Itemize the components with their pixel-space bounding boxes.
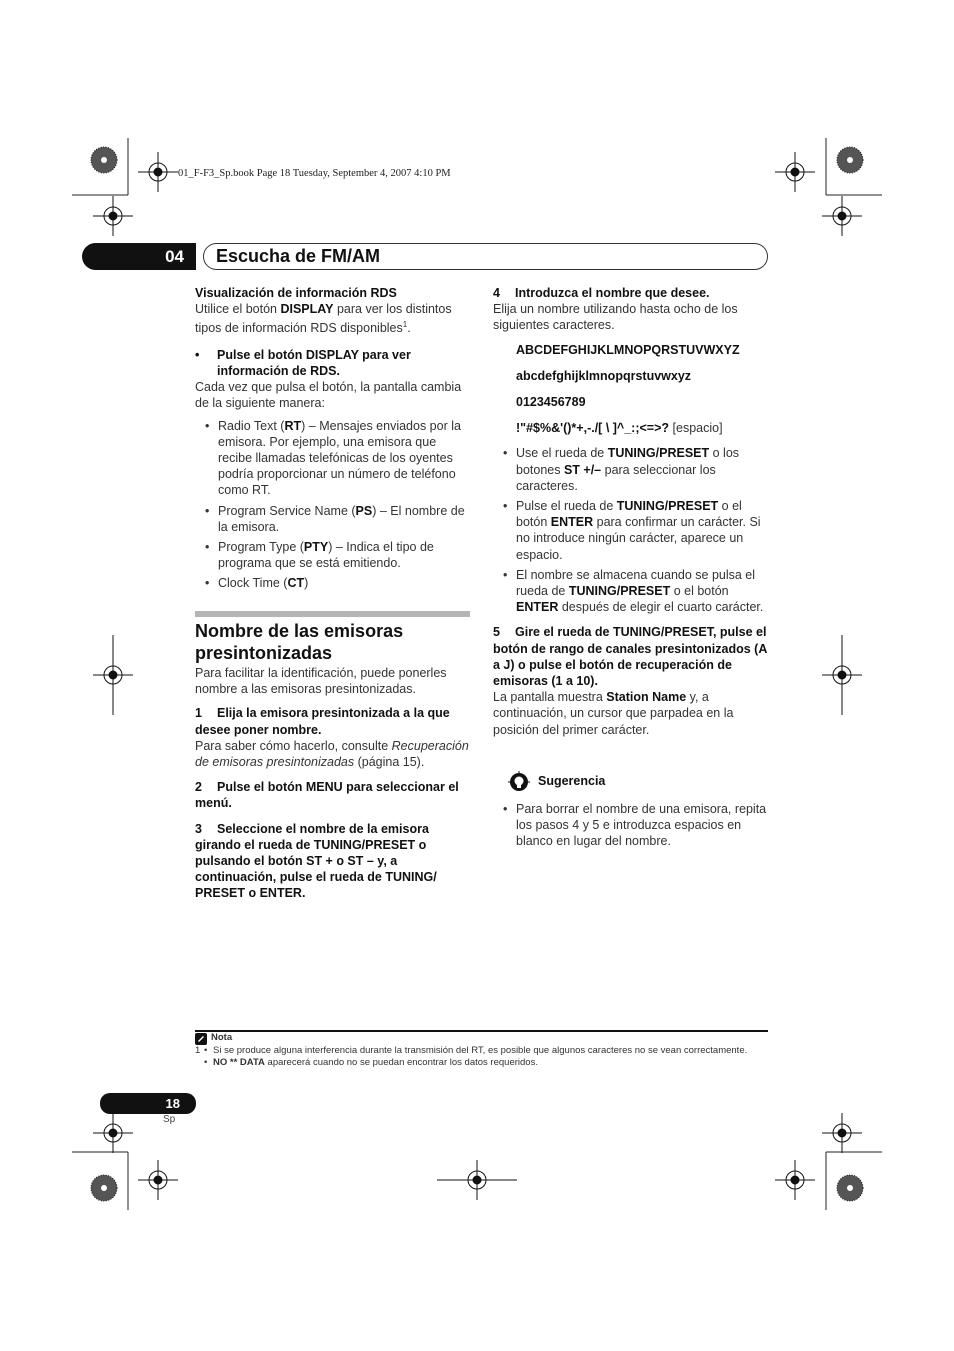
registration-target-icon (138, 1160, 178, 1200)
registration-target-icon (93, 655, 133, 695)
list-item-use-wheel: • Use el rueda de TUNING/PRESET o los botones ST +/– para seleccionar los caracteres. (493, 445, 768, 494)
chars-upper: ABCDEFGHIJKLMNOPQRSTUVWXYZ (516, 342, 740, 357)
step-2: 2 Pulse el botón MENU para seleccionar el menú. (195, 780, 459, 811)
list-item-pty: • Program Type (PTY) – Indica el tipo de programa que se está emitiendo. (195, 539, 473, 571)
registration-target-icon (822, 1113, 862, 1153)
step-4-desc: Elija un nombre utilizando hasta ocho de los siguientes caracteres. (493, 302, 738, 333)
step-1: 1 Elija la emisora presintonizada a la que desee poner nombre. (195, 706, 450, 737)
lightbulb-tip-icon (508, 771, 530, 793)
right-column (493, 285, 768, 738)
registration-target-icon (822, 655, 862, 695)
registration-target-icon (93, 1113, 133, 1153)
rds-heading: Visualización de información RDS (195, 286, 397, 300)
registration-target-icon (93, 196, 133, 236)
page-number: 18 (100, 1093, 196, 1114)
starburst-mark-icon (835, 145, 865, 175)
left-column-lower (195, 665, 473, 902)
section-title: Nombre de las emisoras presintonizadas (195, 621, 404, 663)
left-column (195, 285, 473, 592)
note-icon (195, 1033, 207, 1045)
tip-title: Sugerencia (538, 774, 606, 788)
step-5: 5 Gire el rueda de TUNING/PRESET, pulse el botón de rango de canales presintonizados (A a J) o pulse el botón de recuperación de emisoras (1 a 10). (493, 625, 767, 689)
chapter-title: Escucha de FM/AM (203, 243, 768, 270)
page-language: Sp (163, 1114, 176, 1125)
registration-target-icon (457, 1160, 497, 1200)
display-step: • Pulse el botón DISPLAY para ver información de RDS. (195, 347, 411, 378)
list-item-ct: • Clock Time (CT) (195, 575, 473, 591)
starburst-mark-icon (89, 1173, 119, 1203)
step-4: 4 Introduzca el nombre que desee. (493, 286, 710, 300)
tip-text: • Para borrar el nombre de una emisora, repita los pasos 4 y 5 e introduzca espacios en blanco en lugar del nombre. (493, 801, 768, 850)
registration-target-icon (775, 1160, 815, 1200)
list-item-confirm: • Pulse el rueda de TUNING/PRESET o el botón ENTER para confirmar un carácter. Si no introduce ningún carácter, aparece un espacio. (493, 498, 768, 563)
step-1-desc: Para saber cómo hacerlo, consulte Recuperación de emisoras presintonizadas (página 15). (195, 738, 469, 770)
starburst-mark-icon (89, 145, 119, 175)
chars-digits: 0123456789 (516, 395, 586, 410)
chars-lower: abcdefghijklmnopqrstuvwxyz (516, 368, 692, 383)
registration-target-icon (775, 152, 815, 192)
starburst-mark-icon (835, 1173, 865, 1203)
chars-symbols: !"#$%&'()*+,-./[ \ ]^_:;<=>? [espacio] (516, 421, 723, 436)
book-file-info: 01_F-F3_Sp.book Page 18 Tuesday, September 4, 2007 4:10 PM (178, 168, 451, 179)
footnote-rule (195, 1030, 768, 1032)
list-item-store: • El nombre se almacena cuando se pulsa el rueda de TUNING/PRESET o el botón ENTER después de elegir el cuarto carácter. (493, 567, 768, 616)
tip-body (493, 801, 768, 850)
list-item-ps: • Program Service Name (PS) – El nombre de la emisora. (195, 503, 473, 535)
chapter-number: 04 (82, 243, 196, 270)
section-intro: Para facilitar la identificación, puede ponerles nombre a las emisoras presintonizadas. (195, 666, 447, 697)
registration-target-icon (822, 196, 862, 236)
step-3: 3 Seleccione el nombre de la emisora girando el rueda de TUNING/PRESET o pulsando el botón ST + o ST – y, a continuación, pulse el rueda de TUNING/ PRESET o ENTER. (195, 821, 437, 901)
display-desc: Cada vez que pulsa el botón, la pantalla cambia de la siguiente manera: (195, 380, 462, 411)
footnote-title: Nota (211, 1032, 233, 1043)
section-divider (195, 611, 470, 617)
list-item-rt: • Radio Text (RT) – Mensajes enviados por la emisora. Por ejemplo, una emisora que recibe llamadas telefónicas de los oyentes podría proporcionar un número de teléfono como RT. (195, 418, 473, 499)
registration-target-icon (138, 152, 178, 192)
rds-intro: Utilice el botón DISPLAY para ver los distintos tipos de información RDS disponibles$^1$. (195, 302, 452, 336)
step-5-desc: La pantalla muestra Station Name y, a continuación, un cursor que parpadea en la posición del primer carácter. (493, 690, 734, 737)
footnote-body: 1 • Si se produce alguna interferencia durante la transmisión del RT, es posible que algunos caracteres no se vean correctamente. • NO ** DATA aparecerá cuando no se puedan encontrar los datos requeridos. (195, 1045, 748, 1068)
